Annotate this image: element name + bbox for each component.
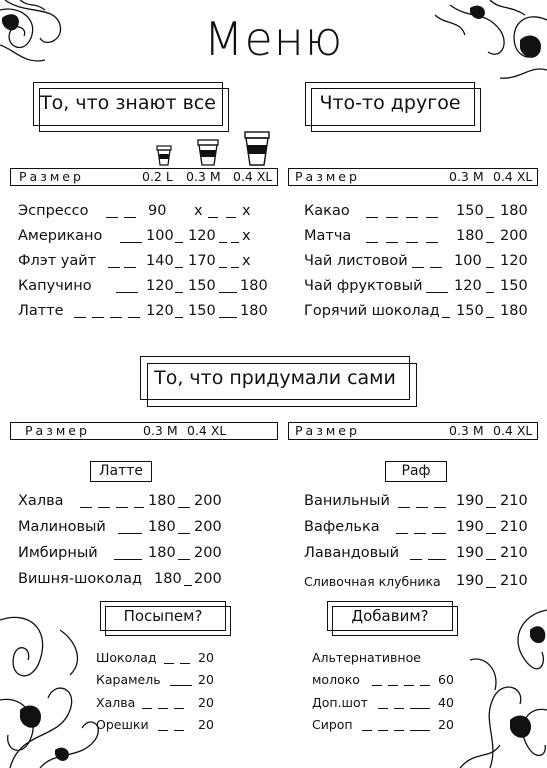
price-small: 140 [146, 253, 174, 269]
list-item [304, 573, 534, 595]
item-name: Чай листовой [304, 253, 408, 269]
price-large: 180 [240, 303, 268, 319]
list-item [18, 519, 278, 541]
price-medium: 180 [148, 519, 176, 535]
price-large: 200 [500, 228, 528, 244]
price: 40 [438, 695, 454, 710]
heading-signature: То, что придумали сами [154, 367, 396, 389]
list-item [18, 203, 278, 225]
size-bar-signature-left [10, 422, 278, 440]
price: 20 [198, 695, 214, 710]
price-large: 180 [500, 303, 528, 319]
list-item [304, 519, 534, 541]
item-name: Лавандовый [304, 545, 400, 561]
price-medium: 190 [456, 519, 484, 535]
raf-label-box [385, 461, 447, 482]
size-large: 0.4 XL [187, 423, 227, 438]
price-medium: 120 [454, 278, 482, 294]
price-large: 210 [500, 573, 528, 589]
cup-large-icon [244, 130, 270, 166]
price-large: 180 [240, 278, 268, 294]
latte-label-box [90, 461, 152, 482]
list-item [304, 203, 534, 225]
price: 60 [438, 672, 454, 687]
item-name: Вишня-шоколад [18, 571, 143, 587]
price-large: 210 [500, 519, 528, 535]
price-large: 200 [194, 519, 222, 535]
price-large: 210 [500, 545, 528, 561]
list-item [18, 493, 278, 515]
item-name: Имбирный [18, 545, 98, 561]
list-item [18, 545, 278, 567]
price-medium: 190 [456, 545, 484, 561]
item-name: Халва [96, 695, 136, 710]
price-small: 120 [146, 278, 174, 294]
heading-toppings: Посыпем? [123, 607, 203, 625]
list-item [304, 253, 534, 275]
floral-ornament-icon [0, 600, 110, 768]
item-name: Чай фруктовый [304, 278, 423, 294]
item-name: Доп.шот [312, 695, 368, 710]
price-large: 200 [194, 493, 222, 509]
price: 20 [198, 672, 214, 687]
price-large: 120 [500, 253, 528, 269]
list-item [312, 695, 462, 717]
item-name: Малиновый [18, 519, 106, 535]
size-medium: 0.3 M [449, 169, 484, 184]
list-item [304, 493, 534, 515]
item-name: Горячий шоколад [304, 303, 440, 319]
heading-popular: То, что знают все [40, 92, 216, 114]
item-name: Матча [304, 228, 352, 244]
list-item [18, 253, 278, 275]
price: 20 [438, 717, 454, 732]
list-item [304, 278, 534, 300]
item-name: Какао [304, 203, 350, 219]
heading-extras: Добавим? [351, 607, 429, 625]
raf-label: Раф [401, 463, 431, 479]
size-label: Размер [19, 169, 84, 184]
item-name: Орешки [96, 717, 149, 732]
price-medium: 180 [148, 493, 176, 509]
list-item [96, 695, 226, 717]
item-name: Латте [18, 303, 64, 319]
price-medium: 100 [454, 253, 482, 269]
price-large: 150 [500, 278, 528, 294]
list-item [304, 303, 534, 325]
list-item [96, 650, 226, 672]
item-name: Шоколад [96, 650, 157, 665]
size-large: 0.4 XL [493, 423, 533, 438]
price-large: 180 [500, 203, 528, 219]
heading-other: Что-то другое [319, 92, 461, 114]
price-medium: 190 [456, 573, 484, 589]
price-medium: 150 [188, 278, 216, 294]
price: 20 [198, 650, 214, 665]
item-name: Флэт уайт [18, 253, 97, 269]
price-medium: 180 [456, 228, 484, 244]
size-large: 0.4 XL [233, 169, 273, 184]
size-bar-other [288, 168, 538, 186]
item-name: Сливочная клубника [304, 574, 441, 589]
latte-label: Латте [98, 463, 144, 479]
price-large: 200 [194, 545, 222, 561]
heading-box-other [305, 82, 475, 126]
list-item [312, 650, 462, 672]
price-medium: 190 [456, 493, 484, 509]
item-name: Эспрессо [18, 203, 89, 219]
price-medium: 150 [456, 203, 484, 219]
menu-title: Меню [203, 12, 344, 66]
list-item [96, 672, 226, 694]
size-medium: 0.3 M [186, 169, 221, 184]
size-large: 0.4 XL [493, 169, 533, 184]
price-medium: 180 [154, 571, 182, 587]
item-name: Карамель [96, 672, 161, 687]
price-medium: x [194, 203, 203, 219]
item-name: молоко [312, 672, 360, 687]
heading-box-extras [327, 601, 453, 631]
item-name: Ванильный [304, 493, 390, 509]
list-item [304, 545, 534, 567]
item-name: Американо [18, 228, 103, 244]
price-medium: 170 [188, 253, 216, 269]
price-small: 100 [146, 228, 174, 244]
price-small: 90 [148, 203, 167, 219]
price-small: 120 [146, 303, 174, 319]
price-large: x [242, 253, 251, 269]
list-item [18, 571, 278, 593]
size-label: Размер [295, 169, 360, 184]
list-item [312, 717, 462, 739]
item-name: Альтернативное [312, 650, 421, 665]
list-item [18, 303, 278, 325]
cup-small-icon [156, 144, 172, 166]
heading-box-popular [33, 82, 223, 126]
price-large: x [242, 228, 251, 244]
heading-box-toppings [100, 601, 226, 631]
list-item [18, 278, 278, 300]
price-large: x [242, 203, 251, 219]
price-medium: 150 [188, 303, 216, 319]
size-bar-popular [10, 168, 278, 186]
cup-medium-icon [197, 138, 219, 166]
item-name: Капучино [18, 278, 92, 294]
size-medium: 0.3 M [143, 423, 178, 438]
size-label: Размер [295, 423, 360, 438]
item-name: Сироп [312, 717, 353, 732]
price-medium: 120 [188, 228, 216, 244]
price-medium: 150 [456, 303, 484, 319]
size-label: Размер [25, 423, 90, 438]
list-item [18, 228, 278, 250]
size-small: 0.2 L [142, 169, 173, 184]
price: 20 [198, 717, 214, 732]
size-bar-signature-right [288, 422, 538, 440]
list-item [304, 228, 534, 250]
item-name: Халва [18, 493, 64, 509]
heading-box-signature [140, 356, 410, 400]
floral-ornament-icon [450, 600, 547, 768]
price-large: 200 [194, 571, 222, 587]
size-medium: 0.3 M [449, 423, 484, 438]
price-large: 210 [500, 493, 528, 509]
price-medium: 180 [148, 545, 176, 561]
list-item [96, 717, 226, 739]
list-item [312, 672, 462, 694]
item-name: Вафелька [304, 519, 380, 535]
